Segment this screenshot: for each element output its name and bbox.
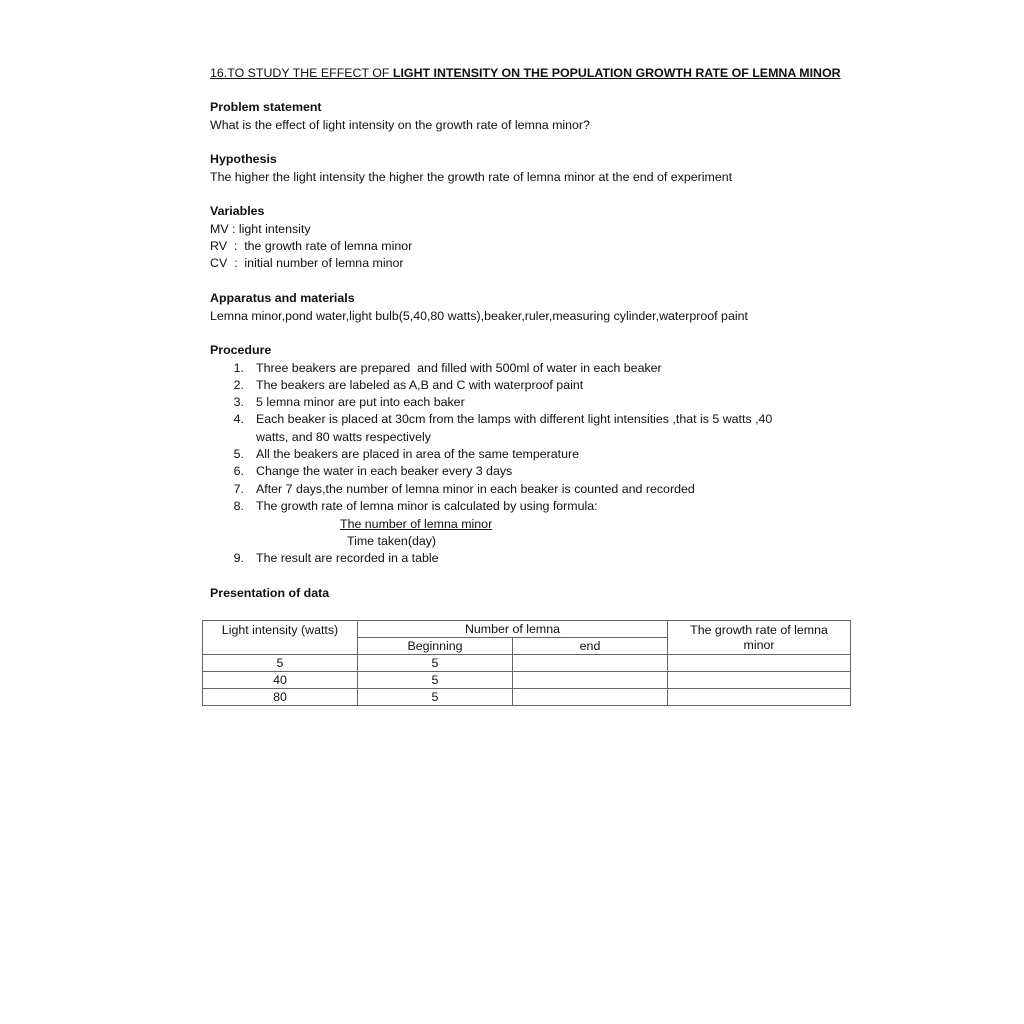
step-number: 9. xyxy=(233,551,244,565)
variable-cv: CV : initial number of lemna minor xyxy=(210,256,404,270)
step-text: All the beakers are placed in area of the same temperature xyxy=(256,447,580,461)
title-bold: LIGHT INTENSITY ON THE POPULATION GROWTH RATE OF LEMNA MINOR xyxy=(392,66,841,80)
variable-rv: RV : the growth rate of lemna minor xyxy=(210,239,413,253)
step-text: After 7 days,the number of lemna minor in each beaker is counted and recorded xyxy=(256,482,695,496)
step-text: Change the water in each beaker every 3 days xyxy=(256,464,513,478)
table-row xyxy=(203,672,851,689)
step-number: 2. xyxy=(233,378,244,392)
header-growth-rate: The growth rate of lemna minor xyxy=(668,621,851,655)
apparatus-text: Lemna minor,pond water,light bulb(5,40,80 watts),beaker,ruler,measuring cylinder,waterproof paint xyxy=(210,309,748,323)
step-number: 8. xyxy=(233,499,244,513)
cell-end xyxy=(513,689,668,706)
hypothesis-text: The higher the light intensity the higher the growth rate of lemna minor at the end of experiment xyxy=(210,170,733,184)
step-text: The beakers are labeled as A,B and C with waterproof paint xyxy=(256,378,584,392)
step-number: 7. xyxy=(233,482,244,496)
variables-heading: Variables xyxy=(210,204,265,218)
data-table xyxy=(202,620,851,706)
cell-rate xyxy=(668,655,851,672)
variable-mv: MV : light intensity xyxy=(210,222,311,236)
step-text-continued: watts, and 80 watts respectively xyxy=(256,430,431,444)
cell-rate xyxy=(668,689,851,706)
hypothesis-heading: Hypothesis xyxy=(210,152,277,166)
header-end: end xyxy=(513,638,668,655)
cell-end xyxy=(513,655,668,672)
cell-beginning: 5 xyxy=(358,672,513,689)
step-number: 3. xyxy=(233,395,244,409)
page-title xyxy=(210,66,841,80)
header-number-of-lemna: Number of lemna xyxy=(358,621,668,638)
step-text: The growth rate of lemna minor is calculated by using formula: xyxy=(256,499,598,513)
title-prefix: 16.TO STUDY THE EFFECT OF xyxy=(210,66,393,80)
step-text: 5 lemna minor are put into each baker xyxy=(256,395,465,409)
formula-denominator: Time taken(day) xyxy=(347,534,437,548)
cell-intensity: 5 xyxy=(203,655,358,672)
problem-text: What is the effect of light intensity on the growth rate of lemna minor? xyxy=(210,118,590,132)
cell-beginning: 5 xyxy=(358,655,513,672)
header-beginning: Beginning xyxy=(358,638,513,655)
apparatus-heading: Apparatus and materials xyxy=(210,291,355,305)
cell-end xyxy=(513,672,668,689)
table-row xyxy=(203,655,851,672)
step-text: The result are recorded in a table xyxy=(256,551,439,565)
presentation-heading: Presentation of data xyxy=(210,586,330,600)
header-light-intensity: Light intensity (watts) xyxy=(203,621,358,655)
step-text: Three beakers are prepared and filled with 500ml of water in each beaker xyxy=(256,361,662,375)
step-text: Each beaker is placed at 30cm from the lamps with different light intensities ,that is 5 watts ,40 xyxy=(256,412,773,426)
cell-rate xyxy=(668,672,851,689)
cell-intensity: 80 xyxy=(203,689,358,706)
formula-numerator: The number of lemna minor xyxy=(340,517,493,531)
step-number: 1. xyxy=(233,361,244,375)
step-number: 6. xyxy=(233,464,244,478)
problem-heading: Problem statement xyxy=(210,100,322,114)
table-row xyxy=(203,689,851,706)
table-header-row xyxy=(203,621,851,638)
procedure-heading: Procedure xyxy=(210,343,272,357)
cell-beginning: 5 xyxy=(358,689,513,706)
cell-intensity: 40 xyxy=(203,672,358,689)
step-number: 5. xyxy=(233,447,244,461)
step-number: 4. xyxy=(233,412,244,426)
